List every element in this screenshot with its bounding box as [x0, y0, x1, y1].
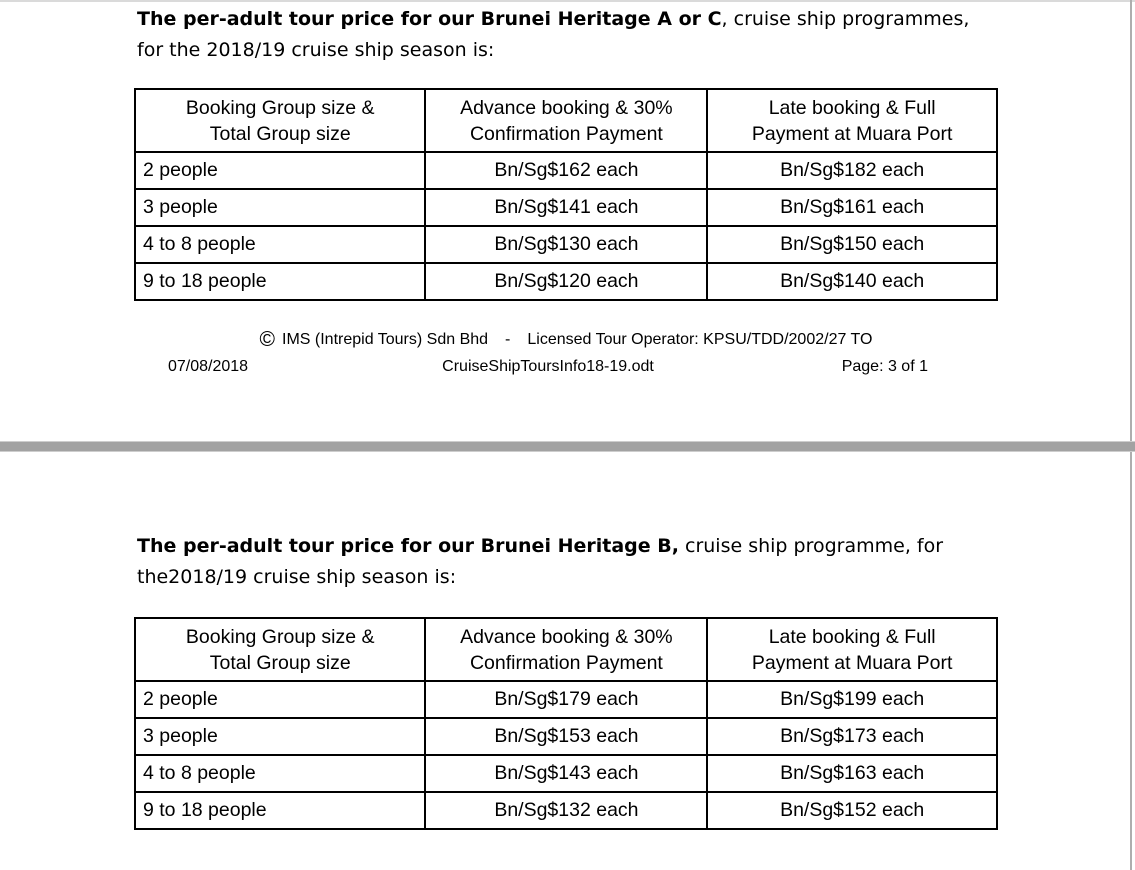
heading-line — [137, 4, 969, 35]
heading-line — [137, 562, 943, 593]
footer-date: 07/08/2018 — [168, 358, 249, 375]
header-cell-late-booking — [707, 618, 997, 681]
group-size-cell: 2 people — [135, 152, 425, 189]
heading-bold-text: The per-adult tour price for our Brunei Heritage B, — [137, 535, 679, 557]
group-size-cell: 9 to 18 people — [135, 792, 425, 829]
table-header-row — [135, 618, 997, 681]
footer-filename: CruiseShipToursInfo18-19.odt — [442, 358, 654, 375]
header-label: Booking Group size & Total Group size — [185, 625, 375, 674]
late-price-cell: Bn/Sg$173 each — [707, 718, 997, 755]
footer-license: Licensed Tour Operator: KPSU/TDD/2002/27 TO — [527, 331, 873, 348]
late-price-cell: Bn/Sg$152 each — [707, 792, 997, 829]
header-cell-group-size — [135, 89, 425, 152]
table-row — [135, 263, 997, 300]
price-table-2 — [134, 617, 998, 830]
group-size-cell: 9 to 18 people — [135, 263, 425, 300]
footer-dash: - — [505, 331, 511, 348]
header-label: Late booking & Full Payment at Muara Port — [751, 625, 953, 674]
table-row — [135, 755, 997, 792]
group-size-cell: 4 to 8 people — [135, 226, 425, 263]
advance-price-cell: Bn/Sg$120 each — [425, 263, 707, 300]
group-size-cell: 3 people — [135, 189, 425, 226]
group-size-cell: 2 people — [135, 681, 425, 718]
tour-price-heading-2 — [137, 531, 943, 593]
price-table-1 — [134, 88, 998, 301]
advance-price-cell: Bn/Sg$162 each — [425, 152, 707, 189]
page-right-edge — [1130, 0, 1132, 870]
header-label: Advance booking & 30% Confirmation Payment — [460, 96, 673, 145]
group-size-cell: 3 people — [135, 718, 425, 755]
heading-line — [137, 531, 943, 562]
advance-price-cell: Bn/Sg$132 each — [425, 792, 707, 829]
late-price-cell: Bn/Sg$161 each — [707, 189, 997, 226]
table-row — [135, 718, 997, 755]
page-top-edge — [0, 0, 1135, 2]
table-row — [135, 681, 997, 718]
table-row — [135, 792, 997, 829]
header-cell-advance-booking — [425, 89, 707, 152]
table-row — [135, 226, 997, 263]
late-price-cell: Bn/Sg$199 each — [707, 681, 997, 718]
table-header-row — [135, 89, 997, 152]
advance-price-cell: Bn/Sg$141 each — [425, 189, 707, 226]
heading-regular-text: cruise ship programme, for — [678, 535, 944, 557]
heading-regular-text: for the 2018/19 cruise ship season is: — [137, 39, 495, 61]
group-size-cell: 4 to 8 people — [135, 755, 425, 792]
late-price-cell: Bn/Sg$140 each — [707, 263, 997, 300]
advance-price-cell: Bn/Sg$179 each — [425, 681, 707, 718]
late-price-cell: Bn/Sg$163 each — [707, 755, 997, 792]
footer-copyright-line — [134, 328, 998, 352]
header-label: Late booking & Full Payment at Muara Port — [751, 96, 953, 145]
header-cell-advance-booking — [425, 618, 707, 681]
late-price-cell: Bn/Sg$150 each — [707, 226, 997, 263]
advance-price-cell: Bn/Sg$143 each — [425, 755, 707, 792]
late-price-cell: Bn/Sg$182 each — [707, 152, 997, 189]
page-break-separator — [0, 441, 1135, 452]
header-label: Advance booking & 30% Confirmation Payment — [460, 625, 673, 674]
advance-price-cell: Bn/Sg$153 each — [425, 718, 707, 755]
page-footer — [134, 328, 998, 377]
heading-bold-text: The per-adult tour price for our Brunei Heritage A or C — [137, 8, 722, 30]
heading-regular-text: the2018/19 cruise ship season is: — [137, 566, 457, 588]
advance-price-cell: Bn/Sg$130 each — [425, 226, 707, 263]
footer-company: IMS (Intrepid Tours) Sdn Bhd — [282, 331, 489, 348]
table-row — [135, 152, 997, 189]
header-cell-group-size — [135, 618, 425, 681]
header-cell-late-booking — [707, 89, 997, 152]
table-row — [135, 189, 997, 226]
heading-line — [137, 35, 969, 66]
heading-regular-text: , cruise ship programmes, — [721, 8, 970, 30]
footer-page-number: Page: 3 of 1 — [841, 358, 928, 375]
tour-price-heading-1 — [137, 4, 969, 66]
copyright-icon: © — [259, 328, 276, 351]
header-label: Booking Group size & Total Group size — [185, 96, 375, 145]
footer-meta-line — [134, 357, 998, 377]
